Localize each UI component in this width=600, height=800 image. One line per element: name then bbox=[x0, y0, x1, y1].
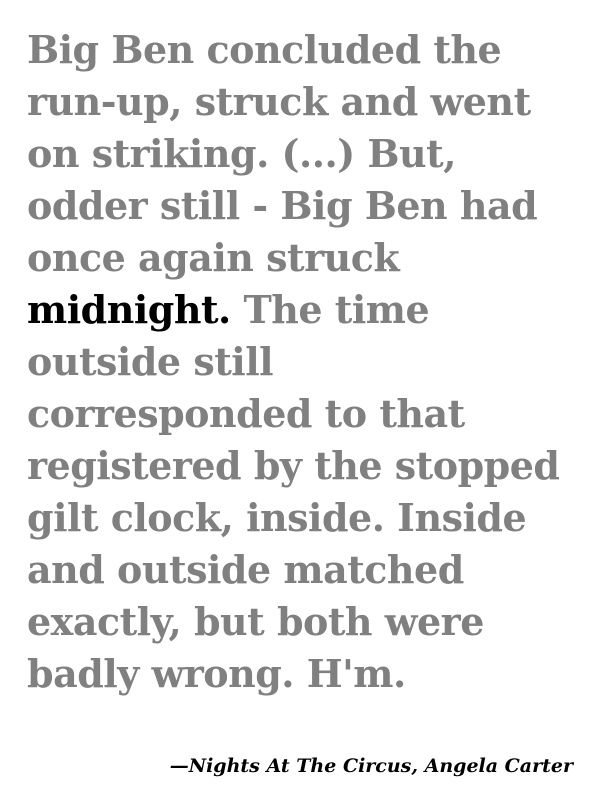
quote-line: run-up, struck and went bbox=[27, 79, 531, 124]
quote-line: Big Ben concluded the bbox=[27, 27, 502, 72]
quote-line-remainder: The time bbox=[230, 287, 430, 332]
quote-line-highlighted bbox=[27, 284, 587, 336]
quote-line: gilt clock, inside. Inside bbox=[27, 495, 527, 540]
quote-line: exactly, but both were bbox=[27, 599, 484, 644]
quote-line: once again struck bbox=[27, 235, 400, 280]
highlighted-word: midnight. bbox=[27, 287, 231, 332]
quote-line: and outside matched bbox=[27, 547, 464, 592]
quote-line: badly wrong. H'm. bbox=[27, 651, 406, 696]
quote-line: odder still - Big Ben had bbox=[27, 183, 538, 228]
attribution: —Nights At The Circus, Angela Carter bbox=[169, 755, 573, 777]
quote-line: on striking. (...) But, bbox=[27, 131, 456, 176]
quote-text bbox=[27, 24, 587, 700]
quote-line: outside still bbox=[27, 339, 274, 384]
quote-line: registered by the stopped bbox=[27, 443, 560, 488]
quote-line: corresponded to that bbox=[27, 391, 465, 436]
